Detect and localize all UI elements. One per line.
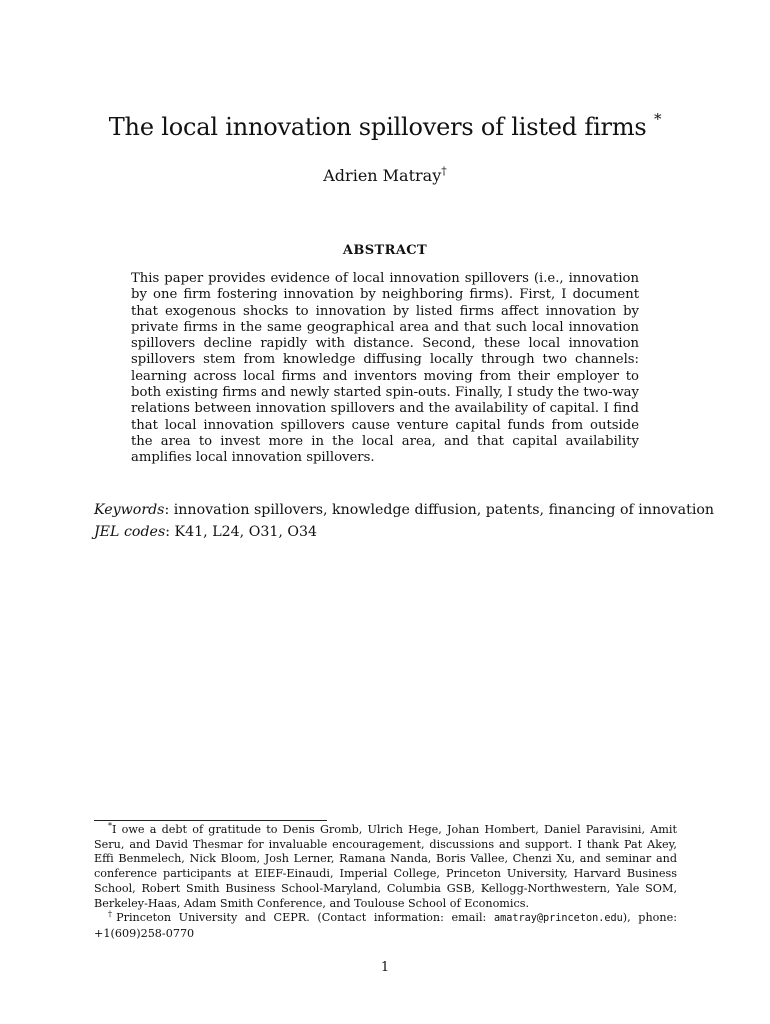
paper-title [0,110,770,141]
footnotes [94,823,677,942]
author-name-text: Adrien Matray [323,166,442,185]
paper-title-text: The local innovation spillovers of listed firms [108,113,647,141]
footnote-divider [94,820,327,821]
footnote-text: I owe a debt of gratitude to Denis Gromb, Ulrich Hege, Johan Hombert, Daniel Paravisini, Amit Seru, and David Thesmar for invaluable encouragement, discussions and support. I thank Pat Akey, Effi Benmelech, Nick Bloom, Josh Lerner, Ramana Nanda, Boris Vallee, Chenzi Xu, and seminar and conference participants at EIEF-Einaudi, Imperial College, Princeton University, Harvard Business School, Robert Smith Business School-Maryland, Columbia GSB, Kellogg-Northwestern, Yale SOM, Berkeley-Haas, Adam Smith Conference, and Toulouse School of Economics. [94,823,677,910]
footnote-affiliation [94,911,677,941]
page-number: 1 [380,960,390,975]
jel-codes-text: : K41, L24, O31, O34 [165,524,318,540]
jel-codes-label: JEL codes [94,524,166,540]
contact-email: amatray@princeton.edu [493,913,623,925]
author-name [0,166,770,185]
abstract-heading: ABSTRACT [342,243,428,258]
footnote-text: Princeton University and CEPR. (Contact information: email: [116,911,494,925]
keywords-label: Keywords [94,502,165,518]
keywords-text: : innovation spillovers, knowledge diffusion, patents, financing of innovation [164,502,715,518]
footnote-acknowledgements [94,823,677,911]
footnote-mark: * [108,821,112,831]
title-footnote-mark: * [653,110,662,128]
abstract-text: This paper provides evidence of local innovation spillovers (i.e., innovation by one firm fostering innovation by neighboring firms). First, I document that exogenous shocks to innovation by listed firms affect innovation by private firms in the same geographical area and that such local innovation spillovers decline rapidly with distance. Second, these local innovation spillovers stem from knowledge diffusing locally through two channels: learning across local firms and inventors moving from their employer to both existing firms and newly started spin-outs. Finally, I study the two-way relations between innovation spillovers and the availability of capital. I find that local innovation spillovers cause venture capital funds from outside the area to invest more in the local area, and that capital availability amplifies local innovation spillovers. [131,271,639,466]
footnote-text: ), phone: +1(609)258-0770 [94,911,677,940]
jel-codes-line [94,524,694,540]
footnote-mark: † [108,909,117,919]
keywords-line [94,502,715,518]
author-footnote-mark: † [441,164,447,178]
